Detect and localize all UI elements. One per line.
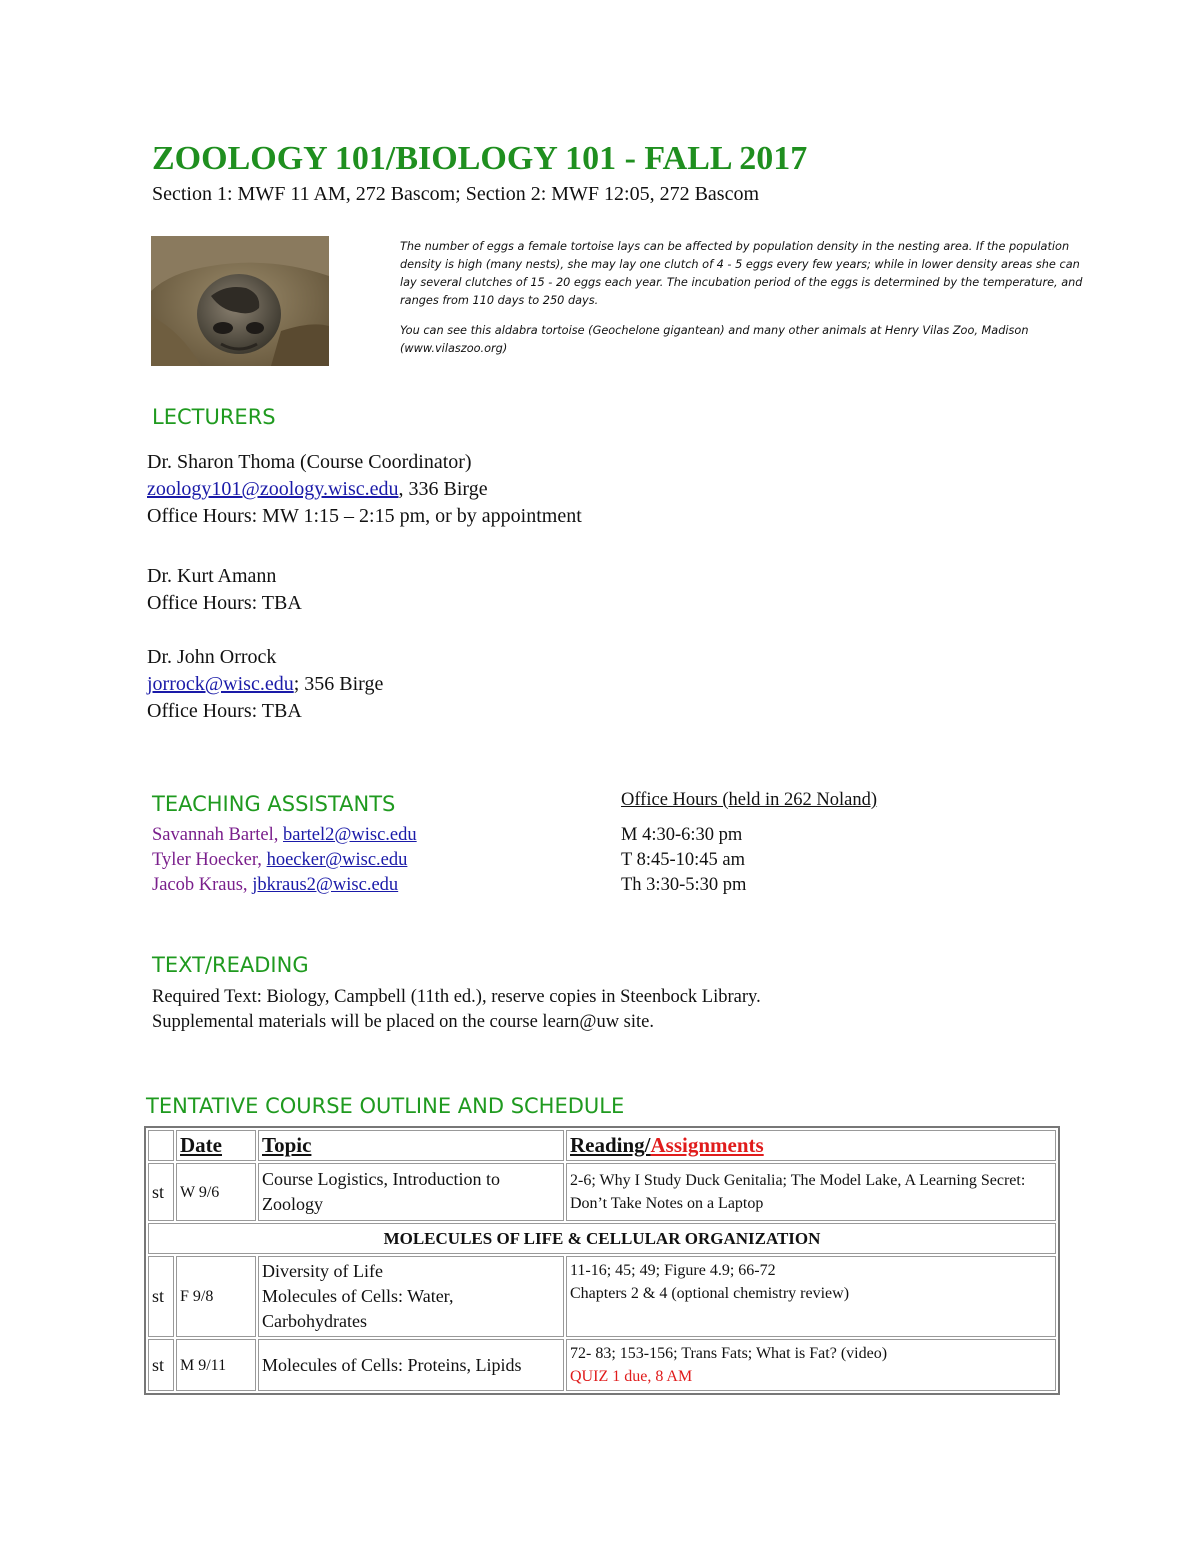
row-date: F 9/8 — [176, 1256, 256, 1337]
lecturer-orrock — [147, 644, 383, 725]
ta-list — [152, 823, 417, 898]
table-header-topic: Topic — [258, 1130, 564, 1161]
topic-line: Diversity of Life — [262, 1261, 383, 1281]
row-topic: Molecules of Cells: Proteins, Lipids — [258, 1339, 564, 1391]
lecturer-name: Dr. Kurt Amann — [147, 565, 277, 587]
table-header-row — [148, 1130, 1056, 1161]
lecturers-heading: LECTURERS — [152, 405, 276, 429]
page-title: ZOOLOGY 101/BIOLOGY 101 - FALL 2017 — [152, 140, 808, 177]
schedule-table — [144, 1126, 1060, 1395]
lecturer-office-hours: Office Hours: MW 1:15 – 2:15 pm, or by appointment — [147, 505, 582, 527]
table-header-reading: Reading/Assignments — [566, 1130, 1056, 1161]
ta-name: Savannah Bartel, — [152, 825, 283, 845]
ta-hours: T 8:45-10:45 am — [621, 850, 746, 870]
lecturer-amann — [147, 563, 302, 617]
lecturer-room: ; 356 Birge — [293, 673, 384, 695]
reading-line: Chapters 2 & 4 (optional chemistry review) — [570, 1285, 850, 1302]
caption-paragraph-eggs: The number of eggs a female tortoise lays can be affected by population density in the nesting area. If the population density is high (many nests), she may lay one clutch of 4 - 5 eggs every few years; while in lower density areas she can lay several clutches of 15 - 20 eggs each year. The incubation period of the eggs is determined by the temperature, and ranges from 110 days to 250 days. — [400, 240, 1083, 307]
required-text-line: Required Text: Biology, Campbell (11th ed.), reserve copies in Steenbock Library. — [152, 987, 761, 1007]
supplemental-line: Supplemental materials will be placed on the course learn@uw site. — [152, 1012, 654, 1032]
row-date: M 9/11 — [176, 1339, 256, 1391]
row-reading — [566, 1339, 1056, 1391]
quiz-due-note: QUIZ 1 due, 8 AM — [570, 1368, 693, 1385]
ta-name: Jacob Kraus, — [152, 875, 253, 895]
row-reading: 2-6; Why I Study Duck Genitalia; The Model Lake, A Learning Secret: Don’t Take Notes on a Laptop — [566, 1163, 1056, 1221]
row-mark: st — [148, 1256, 174, 1337]
ta-item — [152, 848, 417, 873]
section-times: Section 1: MWF 11 AM, 272 Bascom; Section 2: MWF 12:05, 272 Bascom — [152, 183, 760, 205]
text-reading-heading: TEXT/READING — [152, 953, 309, 977]
row-mark: st — [148, 1339, 174, 1391]
table-row — [148, 1163, 1056, 1221]
text-reading-body — [152, 985, 761, 1035]
lecturer-name: Dr. Sharon Thoma (Course Coordinator) — [147, 451, 472, 473]
table-row — [148, 1339, 1056, 1391]
table-row — [148, 1256, 1056, 1337]
section-title: MOLECULES OF LIFE & CELLULAR ORGANIZATION — [148, 1223, 1056, 1254]
tortoise-photo — [151, 236, 329, 366]
lecturer-office-hours: Office Hours: TBA — [147, 592, 302, 614]
ta-email-link[interactable]: bartel2@wisc.edu — [283, 825, 417, 845]
table-header-blank — [148, 1130, 174, 1161]
lecturer-email-link[interactable]: zoology101@zoology.wisc.edu — [147, 478, 399, 500]
row-reading — [566, 1256, 1056, 1337]
ta-item — [152, 823, 417, 848]
table-header-date: Date — [176, 1130, 256, 1161]
lecturer-office-hours: Office Hours: TBA — [147, 700, 302, 722]
office-hours-heading: Office Hours (held in 262 Noland) — [621, 790, 878, 810]
row-mark: st — [148, 1163, 174, 1221]
photo-caption — [400, 238, 1100, 370]
ta-item — [152, 873, 417, 898]
lecturer-email-link[interactable]: jorrock@wisc.edu — [147, 673, 294, 695]
ta-hours: Th 3:30-5:30 pm — [621, 875, 747, 895]
reading-line: 11-16; 45; 49; Figure 4.9; 66-72 — [570, 1262, 776, 1279]
section-row — [148, 1223, 1056, 1254]
teaching-assistants-heading: TEACHING ASSISTANTS — [152, 792, 396, 816]
row-topic: Course Logistics, Introduction to Zoology — [258, 1163, 564, 1221]
row-date: W 9/6 — [176, 1163, 256, 1221]
ta-hours-list — [621, 823, 746, 898]
lecturer-thoma — [147, 449, 582, 530]
lecturer-name: Dr. John Orrock — [147, 646, 277, 668]
schedule-heading: TENTATIVE COURSE OUTLINE AND SCHEDULE — [146, 1094, 625, 1118]
lecturer-room: , 336 Birge — [398, 478, 488, 500]
row-topic — [258, 1256, 564, 1337]
ta-name: Tyler Hoecker, — [152, 850, 267, 870]
ta-hours: M 4:30-6:30 pm — [621, 825, 743, 845]
ta-email-link[interactable]: hoecker@wisc.edu — [266, 850, 408, 870]
reading-line: 72- 83; 153-156; Trans Fats; What is Fat? (video) — [570, 1345, 888, 1362]
assignments-label: Assignments — [650, 1133, 764, 1157]
topic-line: Molecules of Cells: Water, Carbohydrates — [262, 1286, 454, 1331]
ta-email-link[interactable]: jbkraus2@wisc.edu — [252, 875, 399, 895]
caption-paragraph-zoo: You can see this aldabra tortoise (Geochelone gigantean) and many other animals at Henry Vilas Zoo, Madison (www.vilaszoo.org) — [400, 324, 1029, 355]
